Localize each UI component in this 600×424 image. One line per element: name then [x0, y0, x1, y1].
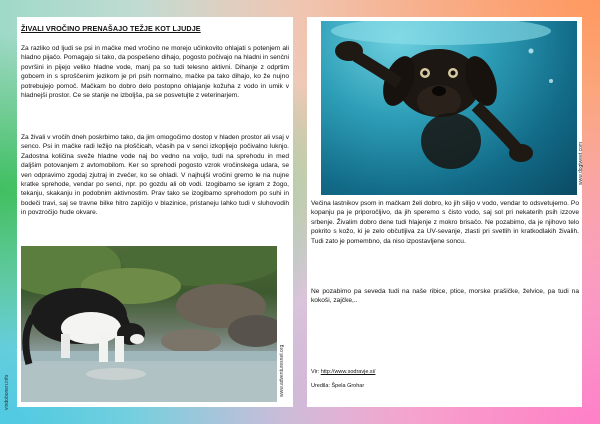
- right-panel: [307, 17, 582, 407]
- paragraph-other-pets: Ne pozabimo pa seveda tudi na naše ribice, ptice, morske prašičke, želvice, pa tudi na kokoši, zajčke,..: [311, 288, 579, 305]
- cat-drinking-photo: [21, 246, 277, 402]
- source-line: [311, 369, 375, 375]
- side-credit: vindobonen.info: [4, 374, 10, 410]
- dog-photo-credit: www.dogtweet.com: [578, 141, 584, 185]
- dog-underwater-photo: [321, 21, 577, 195]
- paragraph-care: Za živali v vročih dneh poskrbimo tako, da jim omogočimo dostop v hladen prostor ali vsaj v senco. Psi in mačke radi ležijo na ploščicah, včasih pa v senci izkopljejo počivalno luknjo. Zadostna količina sveže hladne vode naj bo vedno na voljo, tudi na sprehodu in med daljšim potovanjem z avtomobilom. Ker so sprehodi pogosto vzrok vročinskega udara, se ven odpravimo zgodaj zjutraj in zvečer, ko se ohladi. V najhujši vročini gremo le na nujne kratke sprehode, vendar po senci, npr. po gozdu ali ob vodi. Izogibamo se igram z žogo, tekanju, skakanju in podobnim aktivnostim. Prav tako se izogibamo sprehodom po suhi in bodeči travi, saj se travne bilke hitro zapičijo v blazinice, pristaneju lahko tudi v sluhovodih in povzročijo hude okvare.: [21, 134, 289, 217]
- left-panel: [17, 17, 293, 407]
- paragraph-water: Večina lastnikov psom in mačkam želi dobro, ko jih silijo v vodo, vendar to odsvetujemo. Po kopanju pa je priporočljivo, da jih speremo s čisto vodo, saj sol pri nekaterih psih izzove srbenje. Živalim dobro dene tudi hlajenje z mokro brisačo. Ne pozabimo, da je njihovo telo pokrito s kožo, ki je zelo občutljiva za UV-sevanje, zlasti pri svetlih in kratkodlakih živalih. Tudi zato je pomembno, da niso izpostavljene soncu.: [311, 200, 579, 245]
- source-label: Vir:: [311, 369, 320, 375]
- article-title: ŽIVALI VROČINO PRENAŠAJO TEŽJE KOT LJUDJE: [21, 24, 201, 33]
- paragraph-intro: Za razliko od ljudi se psi in mačke med vročino ne morejo učinkovito ohlajati s potenjem ali hladno pijačo. Pomagajo si tako, da pospešeno dihajo, pogosto počivajo na hladni in senčni površini in pijejo veliko hladne vode, manj pa so tudi telesno aktivni. Dihanje z odprtim gobcem in s sproščenim jezikom je pri psih normalno, mačke pa tako dihajo, ko že nujno potrebujejo pomoč. Mačkam bo dobro delo postopno ohlajanje kožuha z vodo in umik v hladnejši prostor. Ce se stanje ne izboljša, pa se posvetujte z veterinarjem.: [21, 45, 289, 100]
- dog-illustration: [321, 21, 577, 195]
- editor-credit: Uredila: Špela Grohar: [311, 383, 365, 389]
- cat-photo-credit: www.adventuresnet.org: [279, 344, 285, 397]
- source-link[interactable]: http://www.sodravje.si/: [320, 369, 376, 375]
- cat-illustration: [21, 246, 277, 402]
